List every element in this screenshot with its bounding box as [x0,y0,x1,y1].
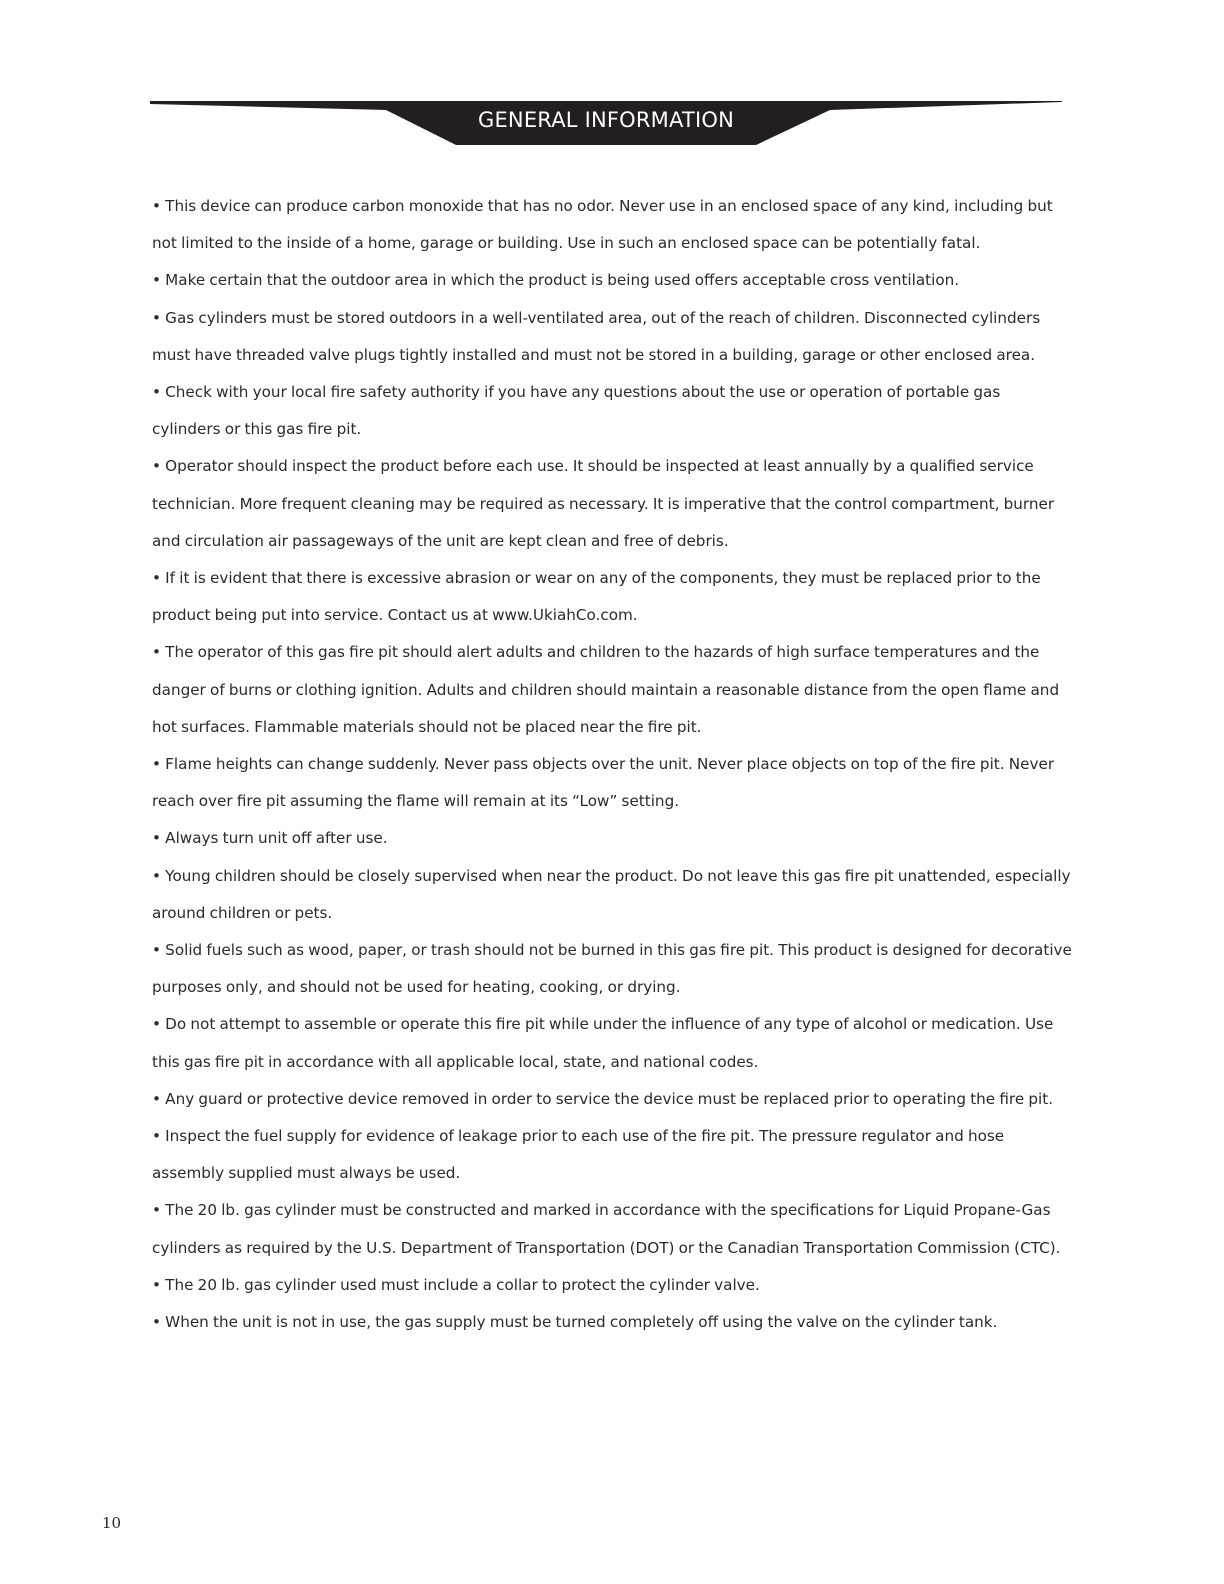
bullet-item: • Do not attempt to assemble or operate this fire pit while under the influence of any type of alcohol or medication. Use this gas fire pit in accordance with all applicable local, state, and national codes. [152,1015,1054,1071]
bullet-item: • Check with your local fire safety authority if you have any questions about the use or operation of portable gas cylinders or this gas fire pit. [152,383,1001,439]
bullet-item: • Make certain that the outdoor area in which the product is being used offers acceptable cross ventilation. [152,271,960,290]
bullet-item: • The operator of this gas fire pit should alert adults and children to the hazards of high surface temperatures and the danger of burns or clothing ignition. Adults and children should maintain a reasonable distance from the open flame and hot surfaces. Flammable materials should not be placed near the fire pit. [152,643,1060,736]
bullet-item: • Solid fuels such as wood, paper, or trash should not be burned in this gas fire pit. This product is designed for decorative purposes only, and should not be used for heating, cooking, or drying. [152,941,1072,997]
bullet-item: • Young children should be closely supervised when near the product. Do not leave this gas fire pit unattended, especially around children or pets. [152,866,1071,922]
page-number: 10 [102,1514,122,1532]
section-title: GENERAL INFORMATION [477,108,734,132]
general-information-list [152,188,1072,1341]
bullet-item: • This device can produce carbon monoxide that has no odor. Never use in an enclosed space of any kind, including but not limited to the inside of a home, garage or building. Use in such an enclosed space can be potentially fatal. [152,197,1053,253]
bullet-item: • Flame heights can change suddenly. Never pass objects over the unit. Never place objects on top of the fire pit. Never reach over fire pit assuming the flame will remain at its “Low” setting. [152,755,1055,811]
bullet-item: • If it is evident that there is excessive abrasion or wear on any of the components, they must be replaced prior to the product being put into service. Contact us at www.UkiahCo.com. [152,569,1041,625]
section-header-banner [150,98,1062,148]
bullet-item: • The 20 lb. gas cylinder must be constructed and marked in accordance with the specifications for Liquid Propane-Gas cylinders as required by the U.S. Department of Transportation (DOT) or the Canadian Transportation Commission (CTC). [152,1201,1061,1257]
bullet-item: • When the unit is not in use, the gas supply must be turned completely off using the valve on the cylinder tank. [152,1313,998,1332]
bullet-item: • Always turn unit off after use. [152,829,388,848]
bullet-item: • Inspect the fuel supply for evidence of leakage prior to each use of the fire pit. The pressure regulator and hose assembly supplied must always be used. [152,1127,1005,1183]
bullet-item: • Operator should inspect the product before each use. It should be inspected at least annually by a qualified service technician. More frequent cleaning may be required as necessary. It is imperative that the control compartment, burner and circulation air passageways of the unit are kept clean and free of debris. [152,457,1055,550]
bullet-item: • Gas cylinders must be stored outdoors in a well-ventilated area, out of the reach of children. Disconnected cylinders must have threaded valve plugs tightly installed and must not be stored in a building, garage or other enclosed area. [152,308,1041,364]
bullet-item: • The 20 lb. gas cylinder used must include a collar to protect the cylinder valve. [152,1275,760,1294]
bullet-item: • Any guard or protective device removed in order to service the device must be replaced prior to operating the fire pit. [152,1089,1054,1108]
